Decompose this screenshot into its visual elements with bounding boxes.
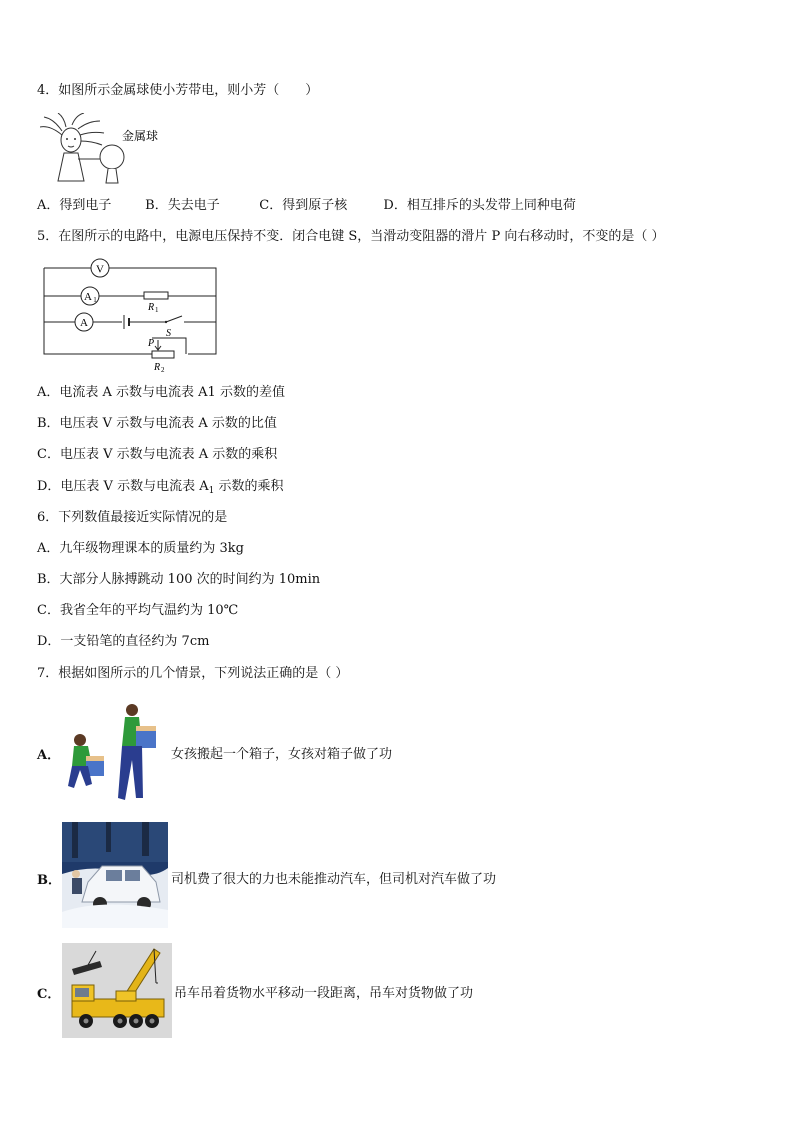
q7-stem: 7．根据如图所示的几个情景，下列说法正确的是（ ） [37, 666, 349, 681]
slider-p-label: P [148, 338, 155, 349]
q4-option-b[interactable]: B．失去电子 [145, 198, 220, 213]
q5-option-c[interactable]: C．电压表 V 示数与电流表 A 示数的乘积 [37, 447, 278, 462]
q5-option-d-sub: 1 [208, 486, 215, 496]
q4-stem: 4．如图所示金属球使小芳带电，则小芳（ ） [37, 83, 319, 98]
q6-option-d[interactable]: D．一支铅笔的直径约为 7cm [37, 634, 210, 649]
q5-option-d[interactable] [37, 478, 283, 500]
q7-option-a-text[interactable]: 女孩搬起一个箱子，女孩对箱子做了功 [171, 747, 393, 762]
q4-option-c[interactable]: C．得到原子核 [259, 198, 348, 213]
q6-option-c[interactable]: C．我省全年的平均气温约为 10℃ [37, 603, 239, 618]
q4-options [37, 197, 576, 215]
resistor-r1-subscript: 1 [155, 306, 159, 314]
q5-option-a[interactable]: A．电流表 A 示数与电流表 A1 示数的差值 [37, 385, 285, 400]
ammeter-a1-label: A [84, 291, 92, 303]
ammeter-a-label: A [80, 317, 88, 329]
q6-option-a[interactable]: A．九年级物理课本的质量约为 3kg [37, 541, 244, 556]
q7-option-b-letter[interactable]: B． [37, 873, 61, 888]
q7-option-c-letter[interactable]: C． [37, 987, 61, 1002]
toy-crane-truck-image [62, 943, 172, 1038]
voltmeter-label: V [96, 263, 104, 276]
q5-circuit-diagram [40, 254, 220, 372]
q4-fig-label: 金属球 [122, 129, 159, 143]
resistor-r1-label: R [148, 302, 155, 313]
q5-stem: 5．在图所示的电路中，电源电压保持不变．闭合电键 S，当滑动变阻器的滑片 P 向右移动时，不变的是（ ） [37, 229, 665, 244]
q6-stem: 6．下列数值最接近实际情况的是 [37, 510, 228, 525]
q5-option-b[interactable]: B．电压表 V 示数与电流表 A 示数的比值 [37, 416, 277, 431]
q5-option-d-post: 示数的乘积 [214, 479, 284, 494]
q7-option-b-text[interactable]: 司机费了很大的力也未能推动汽车，但司机对汽车做了功 [171, 872, 497, 887]
rheostat-r2-label: R [154, 362, 161, 372]
q7-option-c-text[interactable]: 吊车吊着货物水平移动一段距离，吊车对货物做了功 [174, 986, 474, 1001]
car-in-snow-image [62, 822, 168, 928]
q4-option-d[interactable]: D．相互排斥的头发带上同种电荷 [383, 198, 576, 213]
q5-option-d-pre: D．电压表 V 示数与电流表 A [37, 479, 209, 494]
q4-option-a[interactable]: A．得到电子 [37, 198, 112, 213]
q6-option-b[interactable]: B．大部分人脉搏跳动 100 次的时间约为 10min [37, 572, 321, 587]
q7-option-a-letter[interactable]: A． [37, 748, 61, 763]
q4-figure [40, 113, 170, 185]
girl-lifting-box-image [62, 700, 166, 804]
rheostat-r2-subscript: 2 [161, 366, 165, 372]
ammeter-a1-subscript: 1 [93, 296, 97, 304]
switch-s-label: S [166, 328, 171, 339]
